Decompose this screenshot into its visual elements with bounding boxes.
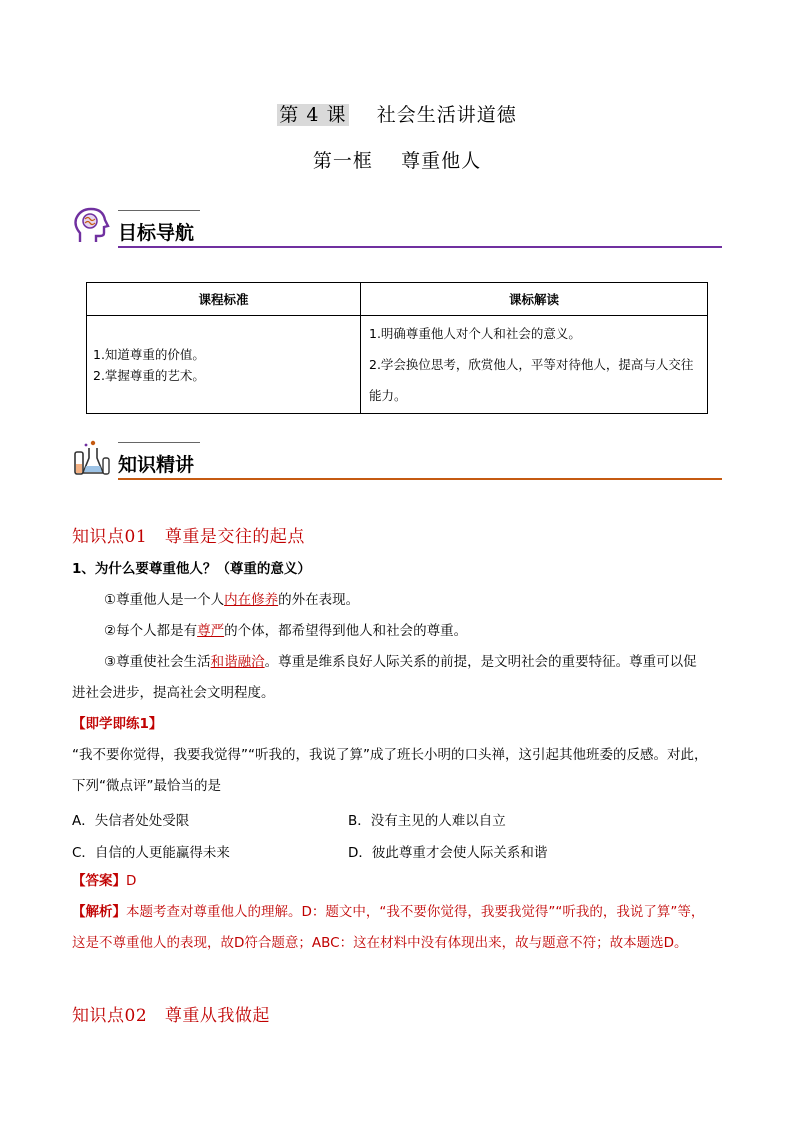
frame-title: 第一框 尊重他人 [312, 150, 482, 172]
answer-block [72, 866, 722, 959]
standard-item: 1.知道尊重的价值。 [93, 346, 205, 362]
question-heading: 1、为什么要尊重他人？（尊重的意义） [72, 561, 311, 577]
point-paragraph: ②每个人都是有尊严的个体，都希望得到他人和社会的尊重。 [104, 623, 468, 639]
exercise-tag: 【即学即练1】 [72, 716, 163, 732]
point-paragraph-cont: 进社会进步，提高社会文明程度。 [72, 685, 275, 701]
section-goal-navigation [72, 210, 722, 250]
lesson-number: 第 4 课 [279, 104, 347, 126]
standards-table [86, 282, 708, 414]
section-title: 知识精讲 [118, 454, 195, 476]
standards-list [87, 316, 361, 414]
exercise-stem: “我不要你觉得，我要我觉得”“听我的，我说了算”成了班长小明的口头禅，这引起其他班委的反感。对此， [72, 747, 708, 763]
option-b: B．没有主见的人难以自立 [348, 813, 506, 829]
lesson-name: 社会生活讲道德 [376, 104, 517, 126]
analysis-line: 【解析】本题考查对尊重他人的理解。D：题文中，“我不要你觉得，我要我觉得”“听我的，我说了算”等， [72, 904, 705, 920]
brain-head-icon [72, 206, 112, 246]
interpretation-list [361, 316, 708, 414]
section-divider [118, 478, 722, 480]
option-c: C．自信的人更能赢得未来 [72, 845, 230, 861]
interpretation-item: 1.明确尊重他人对个人和社会的意义。 [369, 326, 581, 341]
section-knowledge [72, 442, 722, 482]
point-paragraph: ③尊重使社会生活和谐融洽。尊重是维系良好人际关系的前提，是文明社会的重要特征。尊重可以促 [104, 654, 697, 670]
table-header-standard: 课程标准 [87, 283, 361, 316]
section-divider [118, 246, 722, 248]
interpretation-item: 2.学会换位思考，欣赏他人，平等对待他人，提高与人交往能力。 [369, 357, 694, 403]
standard-item: 2.掌握尊重的艺术。 [93, 367, 205, 383]
section-divider-top [118, 210, 200, 211]
table-header-interpretation: 课标解读 [361, 283, 708, 316]
section-divider-top [118, 442, 200, 443]
exercise-stem: 下列“微点评”最恰当的是 [72, 778, 221, 794]
lab-flask-icon [72, 438, 112, 478]
kp1-content [72, 554, 722, 802]
answer-line: 【答案】D [72, 873, 137, 889]
option-a: A．失信者处处受限 [72, 813, 190, 829]
section-title: 目标导航 [118, 222, 195, 244]
option-d: D．彼此尊重才会使人际关系和谐 [348, 845, 548, 861]
point-paragraph: ①尊重他人是一个人内在修养的外在表现。 [104, 592, 360, 608]
lesson-title [0, 100, 794, 127]
knowledge-point-heading: 知识点02 尊重从我做起 [72, 1006, 270, 1026]
knowledge-point-heading: 知识点01 尊重是交往的起点 [72, 527, 305, 547]
analysis-line: 这是不尊重他人的表现，故D符合题意；ABC：这在材料中没有体现出来，故与题意不符；故本题选D。 [72, 935, 688, 951]
